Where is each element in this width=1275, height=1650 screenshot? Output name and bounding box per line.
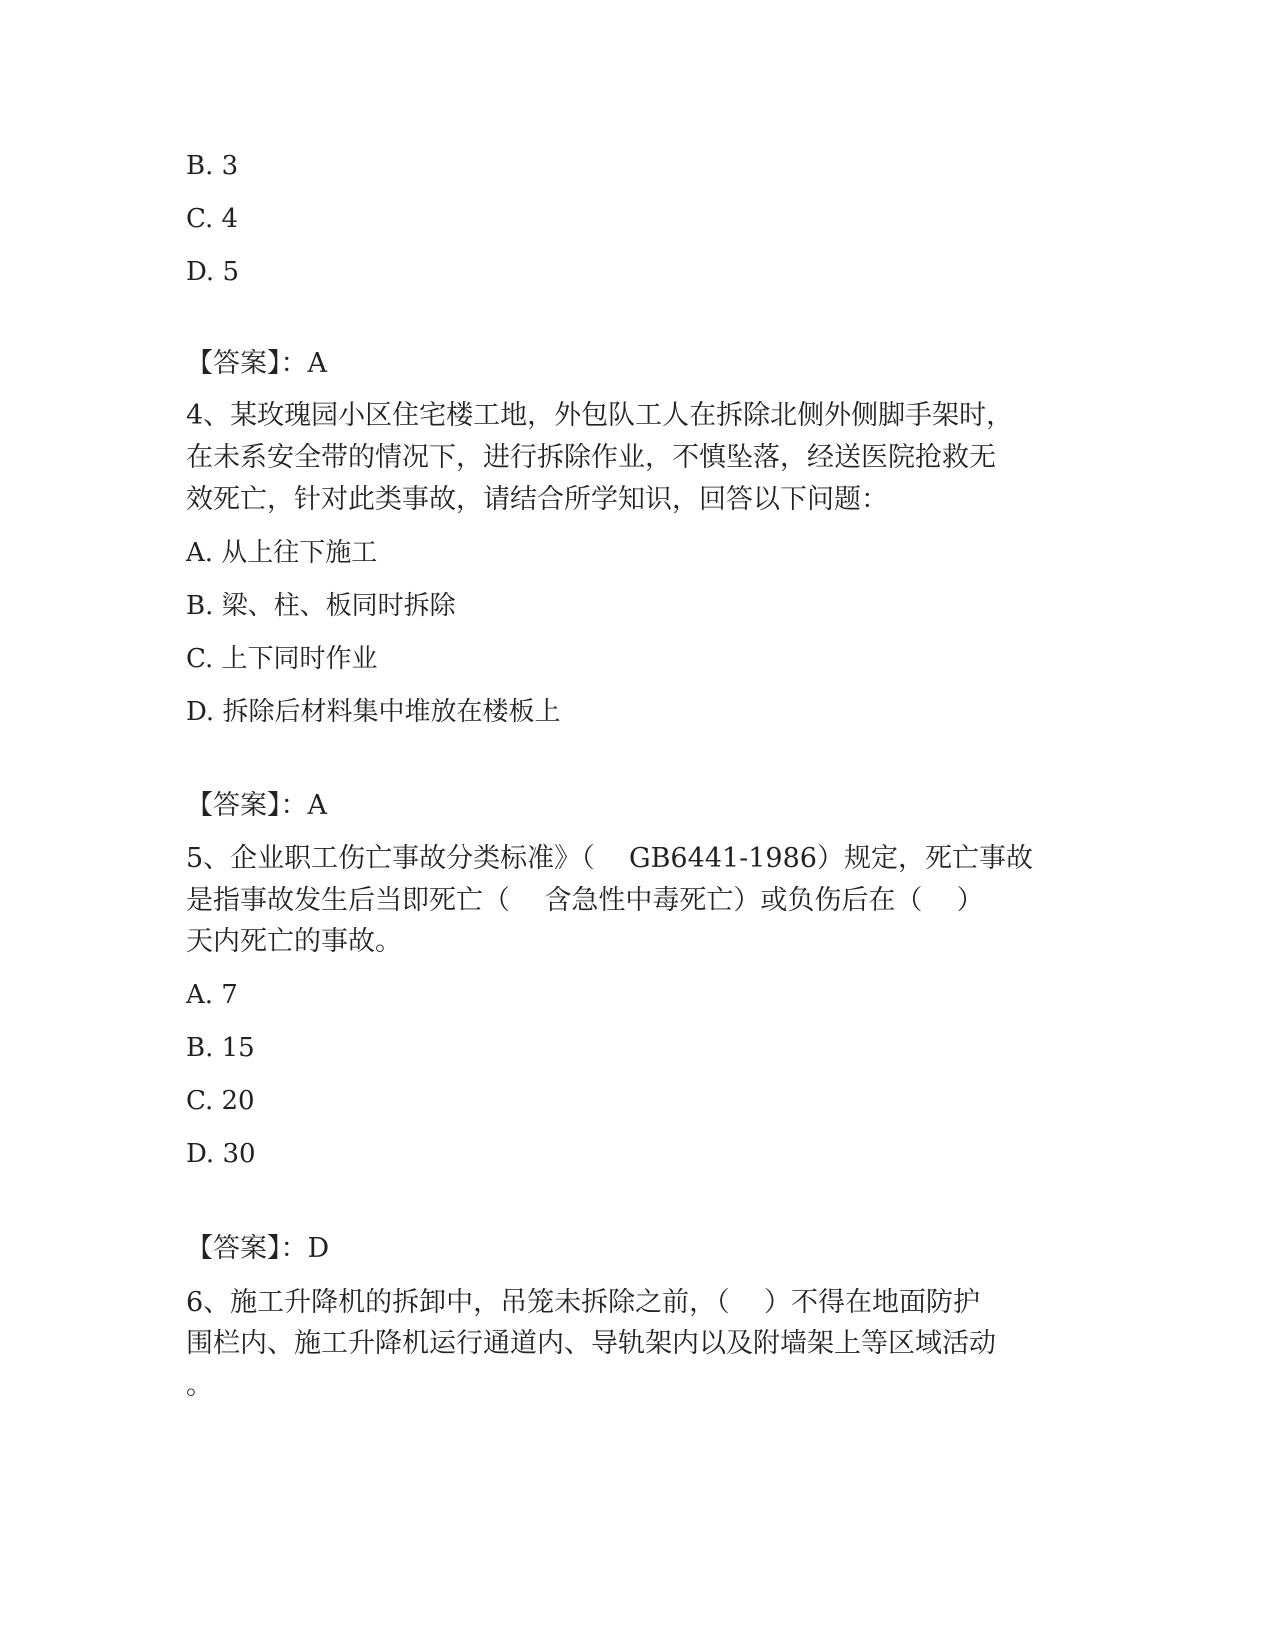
q3-option-d: D. 5 xyxy=(186,257,239,287)
q5-text-line-2: 是指事故发生后当即死亡（ 含急性中毒死亡）或负伤后在（ ） xyxy=(186,885,984,916)
q4-text-line-3: 效死亡，针对此类事故，请结合所学知识，回答以下问题： xyxy=(186,484,888,515)
q5-option-d: D. 30 xyxy=(186,1139,256,1169)
q5-text-line-3: 天内死亡的事故。 xyxy=(186,926,402,957)
q4-text-line-2: 在未系安全带的情况下，进行拆除作业，不慎坠落，经送医院抢救无 xyxy=(186,442,996,473)
q5-option-b: B. 15 xyxy=(186,1033,255,1063)
q4-answer: 【答案】：A xyxy=(186,790,327,821)
q5-option-c: C. 20 xyxy=(186,1086,255,1116)
q4-text-line-1: 4、某玫瑰园小区住宅楼工地，外包队工人在拆除北侧外侧脚手架时， xyxy=(186,400,1014,431)
q6-text-line-3: 。 xyxy=(186,1370,213,1401)
q5-text-line-1: 5、企业职工伤亡事故分类标准》（ GB6441-1986）规定，死亡事故 xyxy=(186,843,1033,874)
q6-text-line-1: 6、施工升降机的拆卸中，吊笼未拆除之前，（ ）不得在地面防护 xyxy=(186,1287,981,1318)
q4-option-c: C. 上下同时作业 xyxy=(186,644,378,674)
q6-text-line-2: 围栏内、施工升降机运行通道内、导轨架内以及附墙架上等区域活动 xyxy=(186,1328,996,1359)
q4-option-d: D. 拆除后材料集中堆放在楼板上 xyxy=(186,697,561,727)
q5-answer: 【答案】：D xyxy=(186,1233,330,1264)
q3-option-c: C. 4 xyxy=(186,204,239,234)
q3-option-b: B. 3 xyxy=(186,151,239,181)
q3-answer: 【答案】：A xyxy=(186,348,327,379)
q4-option-b: B. 梁、柱、板同时拆除 xyxy=(186,591,456,621)
q4-option-a: A. 从上往下施工 xyxy=(186,538,378,568)
q5-option-a: A. 7 xyxy=(186,980,238,1010)
